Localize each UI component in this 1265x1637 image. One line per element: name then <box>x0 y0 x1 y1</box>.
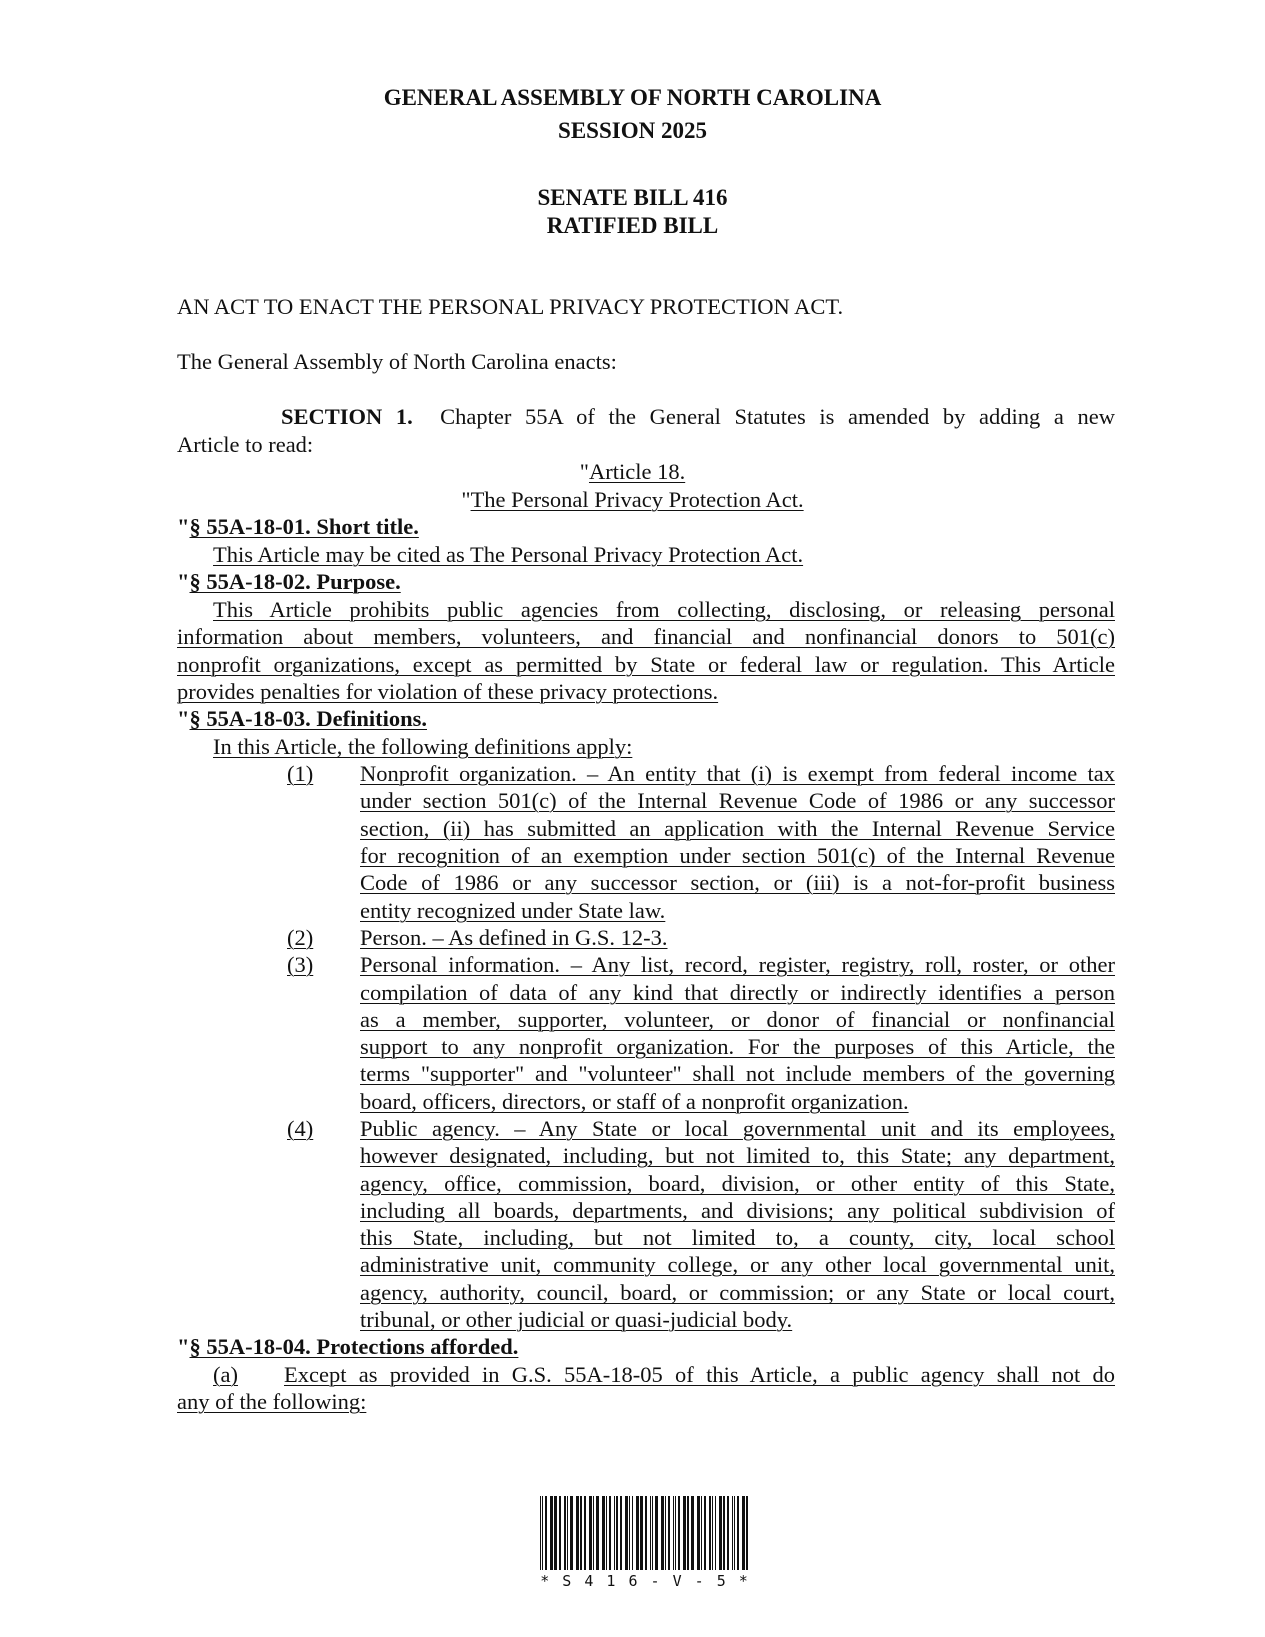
section1-text: Chapter 55A of the General Statutes is amended by adding a new <box>440 404 1116 429</box>
definition-line: Public agency. – Any State or local governmental unit and its employees, <box>360 1116 1115 1141</box>
barcode-bar <box>675 1496 676 1570</box>
barcode-bar <box>542 1496 543 1570</box>
barcode-bar <box>632 1496 633 1570</box>
barcode-bar <box>645 1496 647 1570</box>
purpose-line: provides penalties for violation of these privacy protections. <box>177 679 719 704</box>
barcode-bar <box>734 1496 735 1570</box>
definition-line: support to any nonprofit organization. For the purposes of this Article, the <box>360 1034 1115 1059</box>
definition-line: terms "supporter" and "volunteer" shall not include members of the governing <box>360 1061 1115 1086</box>
definition-line: board, officers, directors, or staff of a nonprofit organization. <box>360 1089 909 1114</box>
definition-line: Personal information. – Any list, record, register, registry, roll, roster, or other <box>360 952 1115 977</box>
barcode-bar <box>589 1496 592 1570</box>
definition-line: tribunal, or other judicial or quasi-judicial body. <box>360 1307 793 1332</box>
barcode-bar <box>550 1496 553 1570</box>
barcode-text: * S 4 1 6 - V - 5 * <box>540 1572 750 1590</box>
barcode-bar <box>704 1496 706 1570</box>
barcode-bar <box>719 1496 722 1570</box>
barcode-bar <box>640 1496 643 1570</box>
barcode-bar <box>727 1496 729 1570</box>
barcode-bar <box>678 1496 680 1570</box>
barcode-bar <box>665 1496 666 1570</box>
enacting-clause: The General Assembly of North Carolina enacts: <box>177 349 617 374</box>
barcode-bar <box>545 1496 547 1570</box>
barcode-bar <box>584 1496 586 1570</box>
barcode-bar <box>554 1496 557 1570</box>
barcode-bar <box>655 1496 658 1570</box>
definition-line: agency, office, commission, board, division, or other entity of this State, <box>360 1171 1115 1196</box>
barcode-bar <box>697 1496 700 1570</box>
definition-line: as a member, supporter, volunteer, or donor of financial or nonfinancial <box>360 1007 1115 1032</box>
section-heading-definitions: "§ 55A-18-03. Definitions. <box>177 706 427 731</box>
definition-line: under section 501(c) of the Internal Revenue Code of 1986 or any successor <box>360 788 1115 813</box>
barcode-bar <box>620 1496 622 1570</box>
barcode-bar <box>602 1496 605 1570</box>
definition-line: Nonprofit organization. – An entity that (i) is exempt from federal income tax <box>360 761 1115 786</box>
barcode <box>538 1496 752 1570</box>
short-title-text: This Article may be cited as The Personal Privacy Protection Act. <box>213 542 804 567</box>
barcode-bar <box>746 1496 748 1570</box>
barcode-bar <box>709 1496 711 1570</box>
act-title: AN ACT TO ENACT THE PERSONAL PRIVACY PROTECTION ACT. <box>177 294 844 319</box>
definition-line: entity recognized under State law. <box>360 898 666 923</box>
barcode-bar <box>723 1496 725 1570</box>
barcode-bar <box>691 1496 694 1570</box>
definition-line: including all boards, departments, and divisions; any political subdivision of <box>360 1198 1115 1223</box>
purpose-line: This Article prohibits public agencies from collecting, disclosing, or releasing personal <box>213 597 1115 622</box>
definition-line: however designated, including, but not limited to, this State; any department, <box>360 1143 1115 1168</box>
section1-line1 <box>177 403 1115 430</box>
barcode-bar <box>559 1496 561 1570</box>
definition-line: Person. – As defined in G.S. 12-3. <box>360 925 668 950</box>
barcode-bar <box>737 1496 739 1570</box>
barcode-bar <box>650 1496 651 1570</box>
barcode-bar <box>606 1496 607 1570</box>
definition-line: section, (ii) has submitted an application with the Internal Revenue Service <box>360 816 1115 841</box>
article-number: "Article 18. <box>579 459 686 484</box>
barcode-bar <box>742 1496 745 1570</box>
definition-number: (3) <box>287 952 314 977</box>
barcode-bar <box>593 1496 594 1570</box>
barcode-bar <box>712 1496 713 1570</box>
definition-number: (2) <box>287 925 314 950</box>
section-heading-purpose: "§ 55A-18-02. Purpose. <box>177 569 401 594</box>
purpose-line: nonprofit organizations, except as permitted by State or federal law or regulation. This Article <box>177 652 1115 677</box>
barcode-bar <box>580 1496 582 1570</box>
barcode-bar <box>614 1496 615 1570</box>
barcode-bar <box>616 1496 618 1570</box>
bill-number: SENATE BILL 416 <box>537 185 728 210</box>
barcode-bar <box>687 1496 689 1570</box>
barcode-bar <box>668 1496 670 1570</box>
barcode-bar <box>683 1496 686 1570</box>
article-name: "The Personal Privacy Protection Act. <box>461 487 804 512</box>
barcode-bar <box>625 1496 628 1570</box>
section1-label: SECTION 1. <box>281 404 413 429</box>
barcode-bar <box>629 1496 630 1570</box>
definition-line: administrative unit, community college, or any other local governmental unit, <box>360 1252 1115 1277</box>
barcode-bar <box>596 1496 599 1570</box>
subsection-label: (a) <box>213 1362 238 1387</box>
definition-number: (1) <box>287 761 314 786</box>
barcode-bar <box>564 1496 566 1570</box>
barcode-bar <box>540 1496 541 1570</box>
definition-number: (4) <box>287 1116 314 1141</box>
barcode-bar <box>673 1496 674 1570</box>
protections-line: Except as provided in G.S. 55A-18-05 of this Article, a public agency shall not do <box>284 1362 1115 1387</box>
barcode-bar <box>567 1496 568 1570</box>
session-title: SESSION 2025 <box>558 118 707 143</box>
section-heading-short-title: "§ 55A-18-01. Short title. <box>177 514 419 539</box>
definitions-intro: In this Article, the following definitions apply: <box>213 734 633 759</box>
barcode-bar <box>609 1496 611 1570</box>
definition-line: Code of 1986 or any successor section, or (iii) is a not-for-profit business <box>360 870 1115 895</box>
barcode-bar <box>661 1496 664 1570</box>
barcode-bar <box>576 1496 579 1570</box>
barcode-bar <box>570 1496 573 1570</box>
definition-line: agency, authority, council, board, or commission; or any State or local court, <box>360 1280 1115 1305</box>
definition-line: this State, including, but not limited to, a county, city, local school <box>360 1225 1115 1250</box>
bill-type: RATIFIED BILL <box>546 213 719 238</box>
definition-line: for recognition of an exemption under section 501(c) of the Internal Revenue <box>360 843 1115 868</box>
barcode-bar <box>715 1496 716 1570</box>
barcode-bar <box>701 1496 702 1570</box>
barcode-bar <box>636 1496 639 1570</box>
section1-line2: Article to read: <box>177 432 314 457</box>
barcode-bar <box>732 1496 733 1570</box>
section-heading-protections: "§ 55A-18-04. Protections afforded. <box>177 1334 519 1359</box>
definition-line: compilation of data of any kind that directly or indirectly identifies a person <box>360 980 1115 1005</box>
protections-line: any of the following: <box>177 1389 367 1414</box>
assembly-title: GENERAL ASSEMBLY OF NORTH CAROLINA <box>383 85 882 110</box>
barcode-bar <box>652 1496 653 1570</box>
purpose-line: information about members, volunteers, and financial and nonfinancial donors to 501(c) <box>177 624 1115 649</box>
